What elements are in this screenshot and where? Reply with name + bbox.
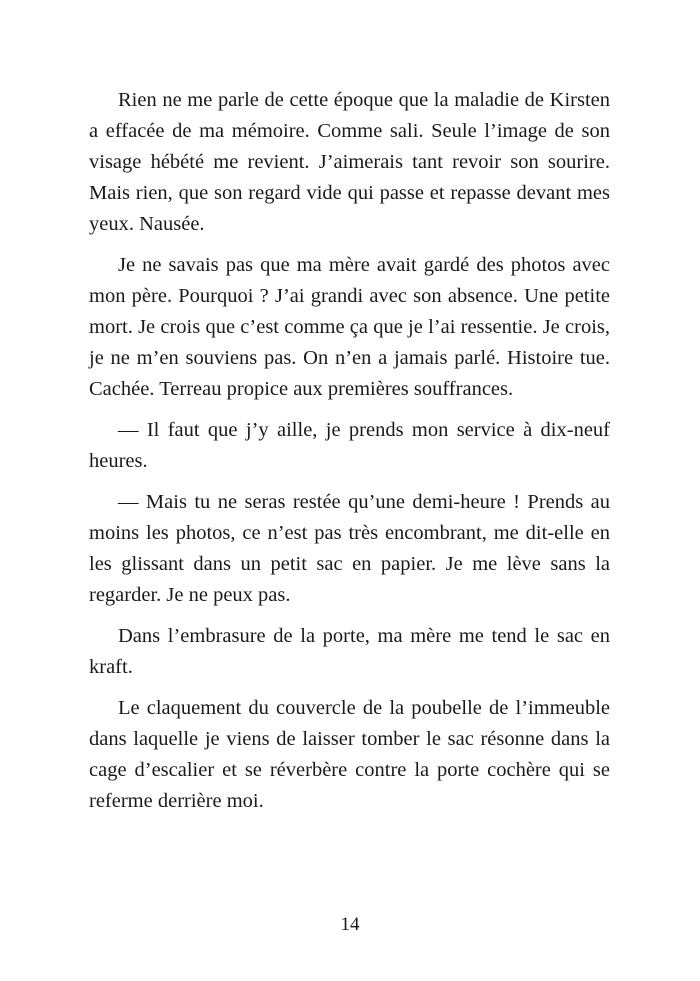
paragraph-5: Dans l’embrasure de la porte, ma mère me tend le sac en kraft. xyxy=(89,625,610,678)
paragraph-1: Rien ne me parle de cette époque que la maladie de Kirsten a effacée de ma mémoire. Comme sali. Seule l’image de son visage hébété me revient. J’aimerais tant revoir son sourire. Mais rien, que son regard vide qui passe et repasse devant mes yeux. Nausée. xyxy=(89,89,610,235)
paragraph-4-dialogue: — Mais tu ne seras restée qu’une demi-heure ! Prends au moins les photos, ce n’est pas très encombrant, me dit-elle en les glissant dans un petit sac en papier. Je me lève sans la regarder. Je ne peux pas. xyxy=(89,491,610,606)
paragraph-6: Le claquement du couvercle de la poubelle de l’immeuble dans laquelle je viens de laisser tomber le sac résonne dans la cage d’escalier et se réverbère contre la porte cochère qui se referme derrière moi. xyxy=(89,697,610,812)
paragraph-3-dialogue: — Il faut que j’y aille, je prends mon service à dix-neuf heures. xyxy=(89,419,610,472)
paragraph-2: Je ne savais pas que ma mère avait gardé des photos avec mon père. Pourquoi ? J’ai grandi avec son absence. Une petite mort. Je crois que c’est comme ça que je l’ai ressentie. Je crois, je ne m’en souviens pas. On n’en a jamais parlé. Histoire tue. Cachée. Terreau propice aux premières souffrances. xyxy=(89,254,610,400)
page-number: 14 xyxy=(340,914,360,935)
body-text xyxy=(89,85,610,827)
